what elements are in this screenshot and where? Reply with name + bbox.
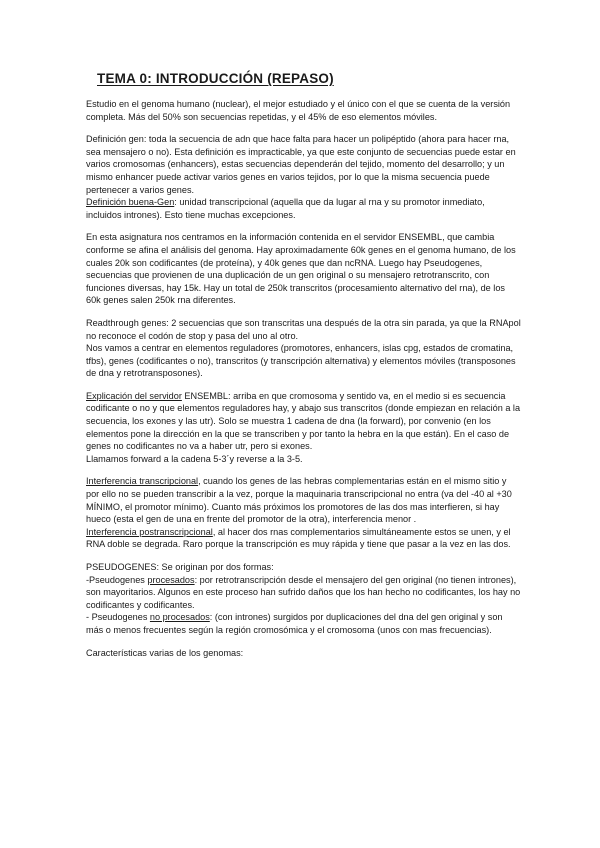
good-gene-definition-text: : unidad transcripcional (aquella que da lugar al rna y su promotor inmediato, incluidos intrones). Esto tiene muchas excepciones. [86, 197, 485, 220]
paragraph-ensembl: En esta asignatura nos centramos en la información contenida en el servidor ENSEMBL, que cambia conforme se afina el análisis del genoma. Hay aproximadamente 60k genes en el genoma humano, de los cuales 20k son codificantes (de proteína), y 40k genes que dan ncRNA. Luego hay Pseudogenes, secuencias que provienen de una duplicación de un gen original o su mensajero retrotranscrito, con funciones diversas, hay 15k. Hay un total de 250k transcritos (procesamiento alternativo del rna), de los 60k genes salen 250k rna diferentes. [86, 232, 516, 306]
paragraph-intro: Estudio en el genoma humano (nuclear), el mejor estudiado y el único con el que se cuenta de la versión completa. Más del 50% son secuencias repetidas, y el 45% de eso elementos móviles. [86, 99, 511, 122]
document-body [86, 98, 522, 669]
unprocessed-label: no procesados [149, 612, 210, 623]
paragraph-gene-definition: Definición gen: toda la secuencia de adn que hace falta para hacer un polipéptido (ahora para hacer rna, sea mensajero o no). Esta definición es impracticable, ya que este conjunto de secuencias puede estar en varios cromosomas (enhancers), estas secuencias dependerán del tejido, momento del desarrollo; y un mismo enhancer puede activar varios genes en varios tejidos, por lo que la misma secuencia puede pertenecer a varios genes. [86, 134, 516, 195]
server-explanation-label: Explicación del servidor [86, 390, 182, 401]
paragraph-focus-elements: Nos vamos a centrar en elementos reguladores (promotores, enhancers, islas cpg, estados de cromatina, tfbs), genes (codificantes o no), transcritos (y transcripción alternativa) y elementos móviles (transposones de dna y retrotransposones). [86, 343, 516, 379]
posttranscriptional-interference-label: Interferencia postranscripcional [86, 526, 213, 537]
transcriptional-interference-text: , cuando los genes de las hebras complementarias están en el mismo sitio y por ello no se pueden transcribir a la vez, porque la maquinaria transcripcional no entra (va del -40 al +30 MÍNIMO, el promotor mínimo). Cuanto más próximos los promotores de las dos mas interfieren, si hay hueco (esta el gen de una en frente del promotor de la otra), interferencia menor . [86, 476, 512, 525]
processed-text: : por retrotranscripción desde el mensajero del gen original (no tienen intrones), son mayoritarios. Algunos en este proceso han sufrido daños que los han hecho no codificantes, los hay no codificantes y codificantes. [86, 574, 521, 610]
paragraph-processed-pseudogenes [86, 574, 522, 612]
paragraph-posttranscriptional-interference [86, 526, 522, 551]
processed-label: procesados [147, 574, 195, 585]
unprocessed-prefix: - Pseudogenes [86, 612, 150, 623]
good-gene-definition-label: Definición buena-Gen [86, 197, 175, 208]
paragraph-server-explanation [86, 390, 522, 453]
transcriptional-interference-label: Interferencia transcripcional [86, 476, 199, 487]
posttranscriptional-interference-text: , al hacer dos rnas complementarios simultáneamente estos se unen, y el RNA doble se degrada. Raro porque la transcripción es muy rápida y tiene que pasar a la vez en las dos. [86, 526, 511, 550]
paragraph-unprocessed-pseudogenes [86, 611, 522, 636]
unprocessed-text: : (con intrones) surgidos por duplicaciones del dna del gen original y son más o menos frecuentes según la región cromosómica y el cromosoma (unos con mas frecuencias). [86, 612, 503, 635]
paragraph-genome-features: Características varias de los genomas: [86, 647, 244, 658]
page-title: TEMA 0: INTRODUCCIÓN (REPASO) [97, 71, 334, 86]
paragraph-pseudogenes-heading: PSEUDOGENES: Se originan por dos formas: [86, 562, 274, 572]
paragraph-good-gene-definition [86, 196, 522, 221]
paragraph-readthrough: Readthrough genes: 2 secuencias que son transcritas una después de la otra sin parada, ya que la RNApol no reconoce el codón de stop y pasa del uno al otro. [86, 317, 521, 341]
server-explanation-text: ENSEMBL: arriba en que cromosoma y sentido va, en el medio si es secuencia codificante o no y que elementos reguladores hay, y abajo sus transcritos (donde empiezan en relación a la secuencia, los exones y las utr). Solo se muestra 1 cadena de dna (la forward), por convenio (en los elementos pone la dirección en la que se transcriben y por tanto la hebra en la que están). En el caso de genes no codificantes no va a haber utr, pero si exones. [86, 390, 521, 452]
paragraph-transcriptional-interference [86, 475, 522, 525]
processed-prefix: -Pseudogenes [86, 574, 148, 585]
paragraph-forward-reverse: Llamamos forward a la cadena 5-3´y reverse a la 3-5. [86, 453, 303, 464]
